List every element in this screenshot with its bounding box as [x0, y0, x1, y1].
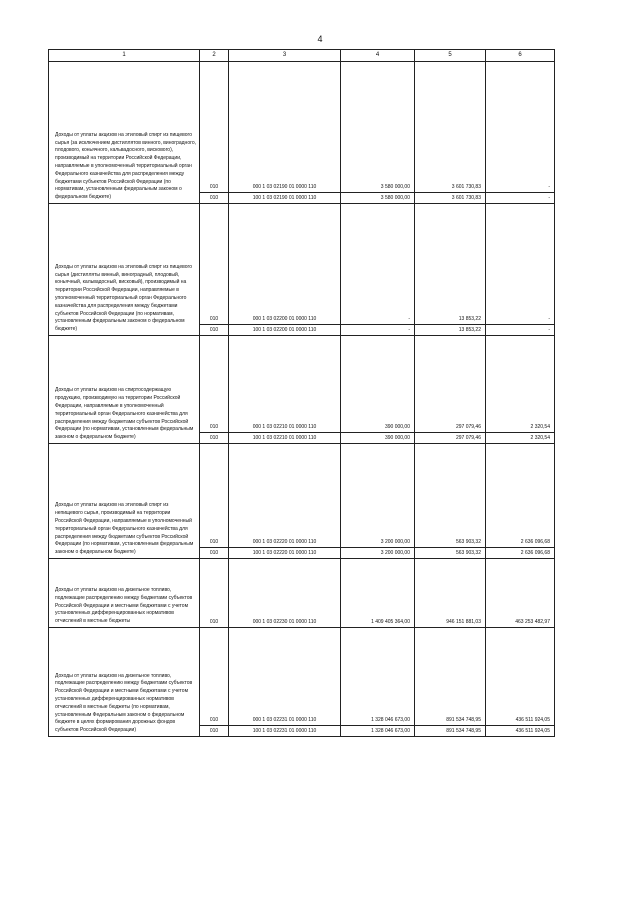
row-description: Доходы от уплаты акцизов на этиловый спирт из пищевого сырья (за исключением дистиллятов винного, виноградного, плодового, коньячного, кальвадосного, вискового), производимый на территории Российской Федерации, направляемые в уполномоченный территориальный орган Федерального казначейства для распределения между бюджетами субъектов Российской Федерации (по нормативам, установленным федеральным законом о федеральном бюджете) [49, 62, 200, 204]
row-unexecuted: 2 636 096,68 [486, 444, 555, 548]
row-approved: 390 000,00 [341, 336, 415, 433]
row-code: 010 [200, 628, 229, 726]
row-code: 010 [200, 559, 229, 628]
row-executed: 946 151 881,03 [415, 559, 486, 628]
row-kbk: 000 1 03 02210 01 0000 110 [229, 336, 341, 433]
row-approved: 3 200 000,00 [341, 444, 415, 548]
subrow-code: 010 [200, 193, 229, 204]
subrow-approved: 3 200 000,00 [341, 548, 415, 559]
subrow-approved: 3 580 000,00 [341, 193, 415, 204]
row-kbk: 000 1 03 02190 01 0000 110 [229, 62, 341, 193]
row-description: Доходы от уплаты акцизов на дизельное топливо, подлежащие распределению между бюджетами субъектов Российской Федерации и местными бюджетами с учетом установленных дифференцированных нормативов отчислений в местные бюджеты [49, 559, 200, 628]
subrow-executed: 891 534 748,95 [415, 726, 486, 737]
row-executed: 3 601 730,83 [415, 62, 486, 193]
row-kbk: 000 1 03 02230 01 0000 110 [229, 559, 341, 628]
row-unexecuted: 436 511 924,05 [486, 628, 555, 726]
table-row [49, 444, 555, 548]
column-header: 2 [200, 50, 229, 62]
subrow-executed: 563 903,32 [415, 548, 486, 559]
column-header: 6 [486, 50, 555, 62]
row-approved: 1 409 405 364,00 [341, 559, 415, 628]
subrow-kbk: 100 1 03 02220 01 0000 110 [229, 548, 341, 559]
column-header: 3 [229, 50, 341, 62]
subrow-code: 010 [200, 548, 229, 559]
row-approved: 1 328 046 673,00 [341, 628, 415, 726]
table-row [49, 204, 555, 325]
row-code: 010 [200, 62, 229, 193]
subrow-unexecuted: 436 511 924,05 [486, 726, 555, 737]
column-header: 1 [49, 50, 200, 62]
table-row [49, 336, 555, 433]
row-kbk: 000 1 03 02200 01 0000 110 [229, 204, 341, 325]
row-unexecuted: - [486, 204, 555, 325]
subrow-kbk: 100 1 03 02231 01 0000 110 [229, 726, 341, 737]
row-description: Доходы от уплаты акцизов на этиловый спирт из непищевого сырья, производимый на территории Российской Федерации, направляемые в уполномоченный территориальный орган Федерального казначейства для распределения между бюджетами субъектов Российской Федерации (по нормативам, установленным федеральным законом о федеральном бюджете) [49, 444, 200, 559]
row-description: Доходы от уплаты акцизов на спиртосодержащую продукцию, производимую на территории Российской Федерации, направляемые в уполномоченный территориальный орган Федерального казначейства для распределения между бюджетами субъектов Российской Федерации (по нормативам, установленным федеральным законом о федеральном бюджете) [49, 336, 200, 444]
row-executed: 297 079,46 [415, 336, 486, 433]
row-executed: 563 903,32 [415, 444, 486, 548]
table-body [49, 50, 555, 737]
table-row [49, 559, 555, 628]
subrow-kbk: 100 1 03 02210 01 0000 110 [229, 433, 341, 444]
subrow-approved: - [341, 325, 415, 336]
page-number: 4 [317, 34, 323, 44]
subrow-kbk: 100 1 03 02190 01 0000 110 [229, 193, 341, 204]
subrow-kbk: 100 1 03 02200 01 0000 110 [229, 325, 341, 336]
row-executed: 891 534 748,95 [415, 628, 486, 726]
subrow-unexecuted: 2 320,54 [486, 433, 555, 444]
subrow-executed: 297 079,46 [415, 433, 486, 444]
subrow-code: 010 [200, 726, 229, 737]
row-unexecuted: 2 320,54 [486, 336, 555, 433]
column-header: 5 [415, 50, 486, 62]
row-code: 010 [200, 204, 229, 325]
row-kbk: 000 1 03 02231 01 0000 110 [229, 628, 341, 726]
row-unexecuted: 463 253 482,97 [486, 559, 555, 628]
row-executed: 13 853,22 [415, 204, 486, 325]
subrow-code: 010 [200, 325, 229, 336]
row-unexecuted: - [486, 62, 555, 193]
table-row [49, 62, 555, 193]
subrow-executed: 3 601 730,83 [415, 193, 486, 204]
header-row [49, 50, 555, 62]
subrow-code: 010 [200, 433, 229, 444]
row-description: Доходы от уплаты акцизов на этиловый спирт из пищевого сырья (дистилляты винный, виноградный, плодовый, коньячный, кальвадосный, висковый), производимый на территории Российской Федерации, направляемые в уполномоченный территориальный орган Федерального казначейства для распределения между бюджетами субъектов Российской Федерации (по нормативам, установленным федеральным законом о федеральном бюджете) [49, 204, 200, 336]
table-row [49, 628, 555, 726]
row-description: Доходы от уплаты акцизов на дизельное топливо, подлежащие распределению между бюджетами субъектов Российской Федерации и местными бюджетами с учетом установленных дифференцированных нормативов отчислений в местные бюджеты (по нормативам, установленным Федеральным законом о федеральном бюджете в целях формирования дорожных фондов субъектов Российской Федерации) [49, 628, 200, 737]
row-approved: - [341, 204, 415, 325]
row-approved: 3 580 000,00 [341, 62, 415, 193]
subrow-approved: 390 000,00 [341, 433, 415, 444]
row-code: 010 [200, 444, 229, 548]
subrow-unexecuted: 2 636 096,68 [486, 548, 555, 559]
subrow-unexecuted: - [486, 193, 555, 204]
subrow-approved: 1 328 046 673,00 [341, 726, 415, 737]
row-kbk: 000 1 03 02220 01 0000 110 [229, 444, 341, 548]
subrow-executed: 13 853,22 [415, 325, 486, 336]
revenue-table [48, 49, 555, 737]
row-code: 010 [200, 336, 229, 433]
subrow-unexecuted: - [486, 325, 555, 336]
column-header: 4 [341, 50, 415, 62]
